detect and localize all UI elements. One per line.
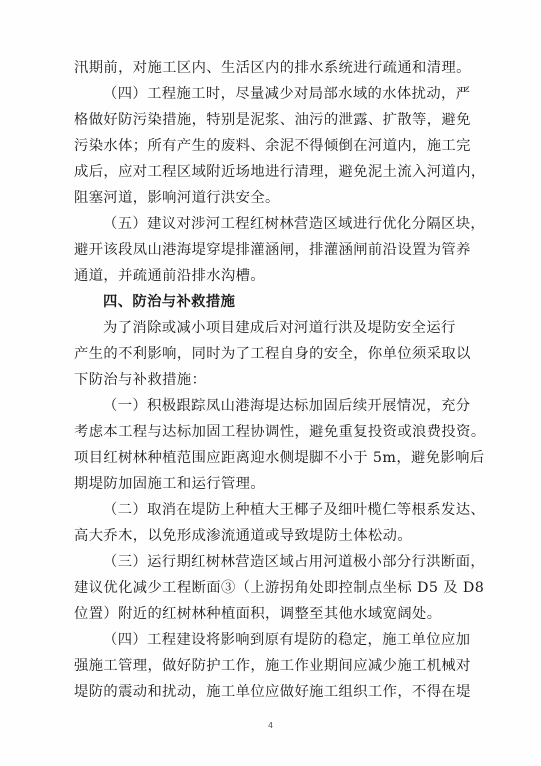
text-line: 污染水体；所有产生的废料、余泥不得倾倒在河道内，施工完 [74, 138, 471, 154]
text-line: 下防治与补救措施： [74, 372, 207, 388]
text-line: 建议优化减少工程断面③（上游拐角处即控制点坐标 D5 及 D8 [74, 580, 485, 596]
text-line: （二）取消在堤防上种植大王椰子及细叶榄仁等根系发达、 [103, 502, 486, 518]
document-body [74, 55, 486, 705]
text-line: 格做好防污染措施，特别是泥浆、油污的泄露、扩散等，避免 [74, 112, 471, 128]
text-line: 高大乔木，以免形成渗流通道或导致堤防土体松动。 [74, 528, 413, 544]
text-line: 项目红树林种植范围应距离迎水侧堤脚不小于 5m，避免影响后 [74, 450, 485, 466]
text-line: 考虑本工程与达标加固工程协调性，避免重复投资或浪费投资。 [74, 424, 486, 440]
text-line: 期堤防加固施工和运行管理。 [74, 476, 266, 492]
page-number: 4 [267, 721, 274, 730]
text-line: 产生的不利影响，同时为了工程自身的安全，你单位须采取以 [74, 346, 471, 362]
text-line: 堤防的震动和扰动，施工单位应做好施工组织工作，不得在堤 [74, 684, 471, 700]
text-line: （四）工程施工时，尽量减少对局部水域的水体扰动，严 [103, 86, 471, 102]
text-line: 成后，应对工程区域附近场地进行清理，避免泥土流入河道内， [74, 164, 486, 180]
text-line: （四）工程建设将影响到原有堤防的稳定，施工单位应加 [103, 632, 471, 648]
text-line: 通道，并疏通前沿排水沟槽。 [74, 268, 266, 284]
text-line: （一）积极跟踪凤山港海堤达标加固后续开展情况，充分 [103, 398, 471, 414]
section-heading: 四、防治与补救措施 [103, 294, 236, 310]
text-line: 位置）附近的红树林种植面积，调整至其他水域宽阔处。 [74, 606, 442, 622]
text-line: 阻塞河道，影响河道行洪安全。 [74, 190, 280, 206]
text-line: （五）建议对涉河工程红树林营造区域进行优化分隔区块， [103, 216, 486, 232]
text-line: 汛期前，对施工区内、生活区内的排水系统进行疏通和清理。 [74, 60, 471, 76]
text-line: 避开该段凤山港海堤穿堤排灌涵闸，排灌涵闸前沿设置为管养 [74, 242, 471, 258]
text-line: 强施工管理，做好防护工作，施工作业期间应减少施工机械对 [74, 658, 471, 674]
text-line: （三）运行期红树林营造区域占用河道极小部分行洪断面， [103, 554, 486, 570]
text-line: 为了消除或减小项目建成后对河道行洪及堤防安全运行 [103, 320, 456, 336]
